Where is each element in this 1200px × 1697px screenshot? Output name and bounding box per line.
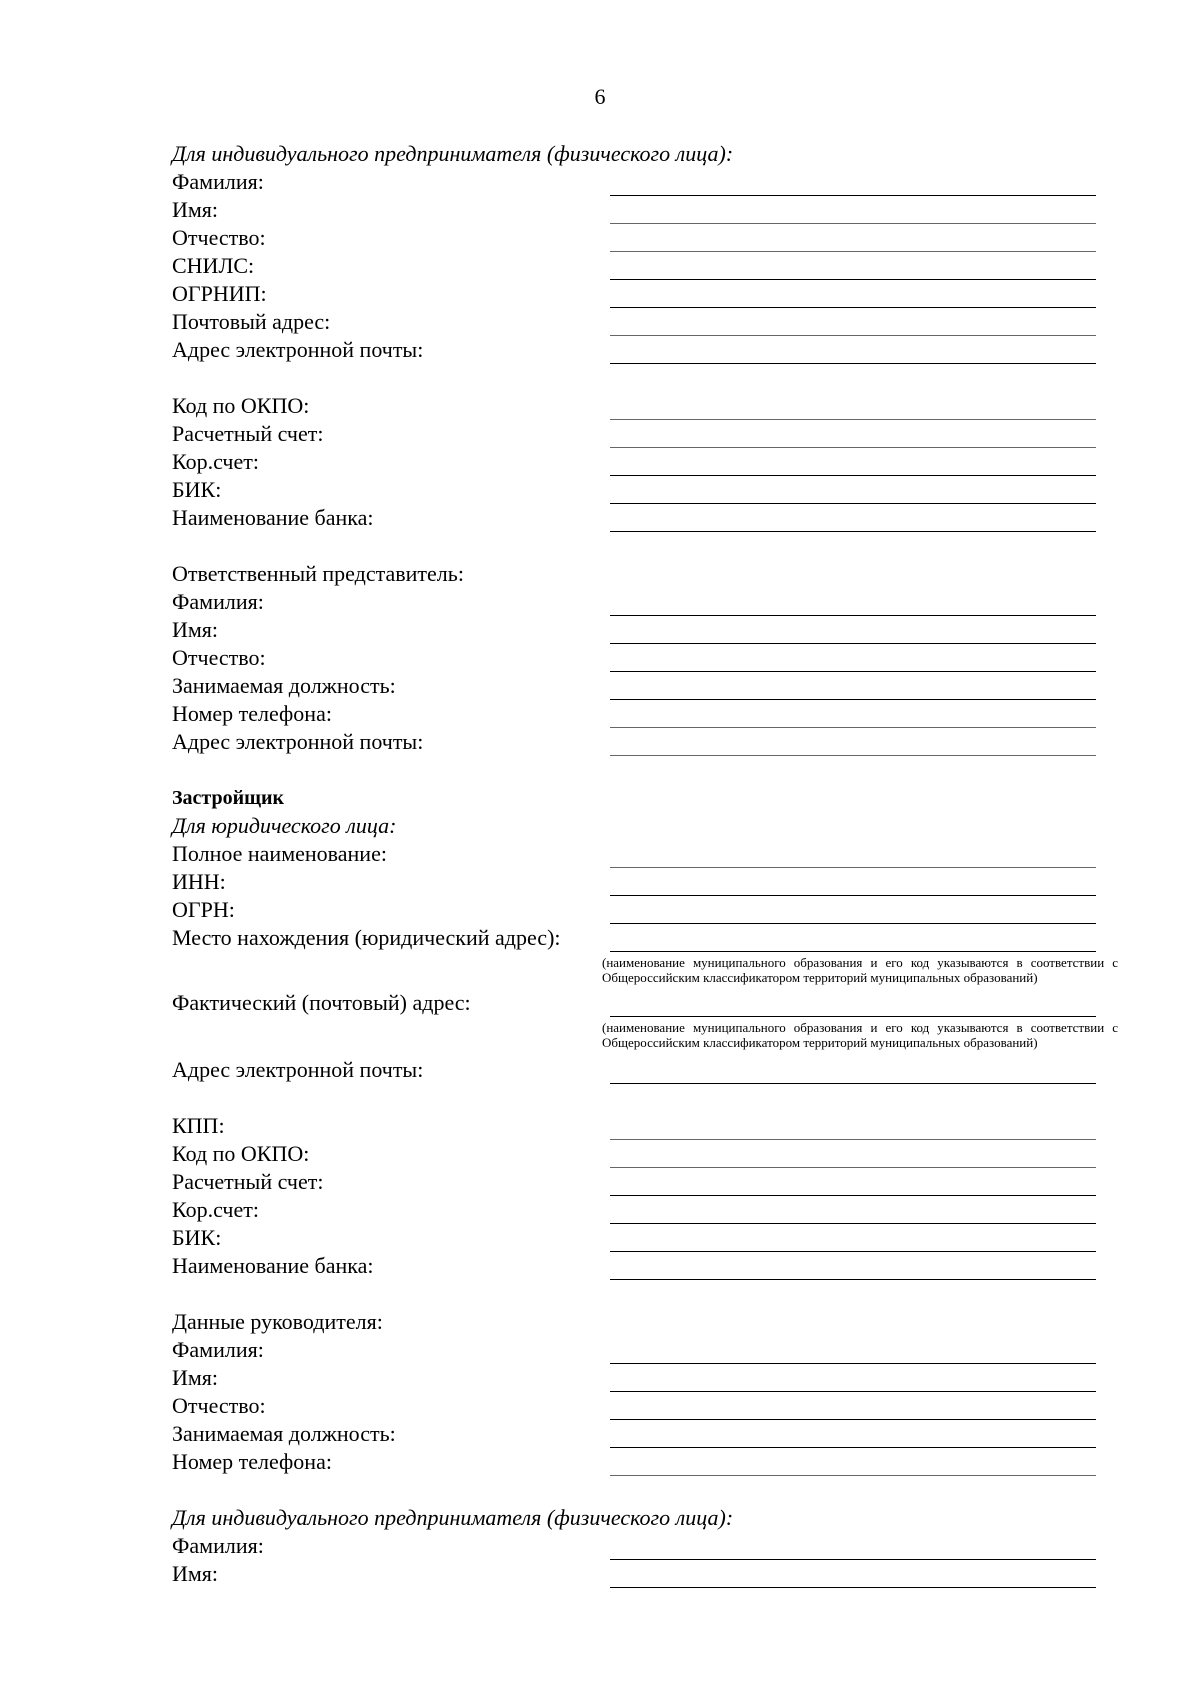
- field-label: Имя:: [172, 1561, 219, 1586]
- field-row: [172, 1420, 1092, 1448]
- representative-heading-row: [172, 560, 1092, 588]
- field-label: Фамилия:: [172, 1337, 264, 1362]
- field-row: [172, 168, 1092, 196]
- field-row: [172, 700, 1092, 728]
- input-line[interactable]: [610, 1475, 1096, 1476]
- field-label: Имя:: [172, 1365, 219, 1390]
- field-row: [172, 588, 1092, 616]
- field-row: [172, 336, 1092, 364]
- field-label: Имя:: [172, 197, 219, 222]
- field-row: [172, 1140, 1092, 1168]
- section-heading: Для индивидуального предпринимателя (физического лица):: [172, 141, 734, 166]
- address-note: (наименование муниципального образования и его код указываются в соответствии с Общероссийским классификатором территорий муниципальных образований): [602, 955, 1118, 985]
- field-label: Наименование банка:: [172, 505, 374, 530]
- application-form: [172, 140, 1118, 1588]
- section-heading: Ответственный представитель:: [172, 561, 464, 586]
- field-row: [172, 1056, 1092, 1084]
- section-heading: Данные руководителя:: [172, 1309, 383, 1334]
- field-label: Кор.счет:: [172, 1197, 259, 1222]
- field-label: Наименование банка:: [172, 1253, 374, 1278]
- field-label: Фамилия:: [172, 1533, 264, 1558]
- input-line[interactable]: [610, 531, 1096, 532]
- field-row: [172, 1336, 1092, 1364]
- field-row: [172, 840, 1092, 868]
- field-row: [172, 392, 1092, 420]
- developer-title-row: [172, 784, 1092, 812]
- input-line[interactable]: [610, 1279, 1096, 1280]
- field-row: [172, 308, 1092, 336]
- field-label: Номер телефона:: [172, 701, 332, 726]
- legal-heading-row: [172, 812, 1092, 840]
- field-label: БИК:: [172, 477, 222, 502]
- field-row: [172, 252, 1092, 280]
- input-line[interactable]: [610, 951, 1096, 952]
- field-label: Полное наименование:: [172, 841, 387, 866]
- input-line[interactable]: [610, 1016, 1096, 1017]
- field-label: Номер телефона:: [172, 1449, 332, 1474]
- head-heading-row: [172, 1308, 1092, 1336]
- field-label: КПП:: [172, 1113, 225, 1138]
- field-row: [172, 1224, 1092, 1252]
- section-heading: Для юридического лица:: [172, 813, 397, 838]
- field-label: СНИЛС:: [172, 253, 255, 278]
- field-row: [172, 196, 1092, 224]
- field-label: Отчество:: [172, 225, 266, 250]
- field-label: Отчество:: [172, 645, 266, 670]
- field-label: Фамилия:: [172, 589, 264, 614]
- field-label: Имя:: [172, 617, 219, 642]
- input-line[interactable]: [610, 363, 1096, 364]
- field-label: Расчетный счет:: [172, 1169, 324, 1194]
- field-row: [172, 644, 1092, 672]
- field-label: Расчетный счет:: [172, 421, 324, 446]
- field-label: Код по ОКПО:: [172, 1141, 310, 1166]
- field-row: [172, 672, 1092, 700]
- field-row: [172, 924, 1092, 952]
- input-line[interactable]: [610, 755, 1096, 756]
- field-row: [172, 1252, 1092, 1280]
- ip-heading-row: [172, 1504, 1092, 1532]
- field-row: [172, 868, 1092, 896]
- field-label: Адрес электронной почты:: [172, 729, 424, 754]
- field-label: Фактический (почтовый) адрес:: [172, 990, 471, 1015]
- field-label: Адрес электронной почты:: [172, 1057, 424, 1082]
- field-row: [172, 1392, 1092, 1420]
- field-label: Код по ОКПО:: [172, 393, 310, 418]
- field-row: [172, 1364, 1092, 1392]
- field-row: [172, 420, 1092, 448]
- field-label: ОГРН:: [172, 897, 235, 922]
- field-label: ОГРНИП:: [172, 281, 267, 306]
- field-row: [172, 1560, 1092, 1588]
- input-line[interactable]: [610, 1083, 1096, 1084]
- field-label: ИНН:: [172, 869, 226, 894]
- field-label: Отчество:: [172, 1393, 266, 1418]
- section-title: Застройщик: [172, 787, 285, 809]
- ip-heading-row: [172, 140, 1092, 168]
- field-row: [172, 616, 1092, 644]
- field-label: Почтовый адрес:: [172, 309, 331, 334]
- field-label: Кор.счет:: [172, 449, 259, 474]
- input-line[interactable]: [610, 1587, 1096, 1588]
- field-row: [172, 504, 1092, 532]
- field-row: [172, 896, 1092, 924]
- field-row: [172, 989, 1092, 1017]
- field-row: [172, 1448, 1092, 1476]
- field-row: [172, 448, 1092, 476]
- field-row: [172, 280, 1092, 308]
- field-row: [172, 728, 1092, 756]
- field-row: [172, 1112, 1092, 1140]
- field-row: [172, 1168, 1092, 1196]
- address-note: (наименование муниципального образования и его код указываются в соответствии с Общероссийским классификатором территорий муниципальных образований): [602, 1020, 1118, 1050]
- field-row: [172, 224, 1092, 252]
- field-row: [172, 476, 1092, 504]
- field-label: Место нахождения (юридический адрес):: [172, 925, 561, 950]
- page-number: 6: [594, 84, 606, 109]
- field-label: Адрес электронной почты:: [172, 337, 424, 362]
- section-heading: Для индивидуального предпринимателя (физического лица):: [172, 1505, 734, 1530]
- field-label: Фамилия:: [172, 169, 264, 194]
- field-label: Занимаемая должность:: [172, 1421, 396, 1446]
- field-label: Занимаемая должность:: [172, 673, 396, 698]
- field-row: [172, 1196, 1092, 1224]
- field-row: [172, 1532, 1092, 1560]
- field-label: БИК:: [172, 1225, 222, 1250]
